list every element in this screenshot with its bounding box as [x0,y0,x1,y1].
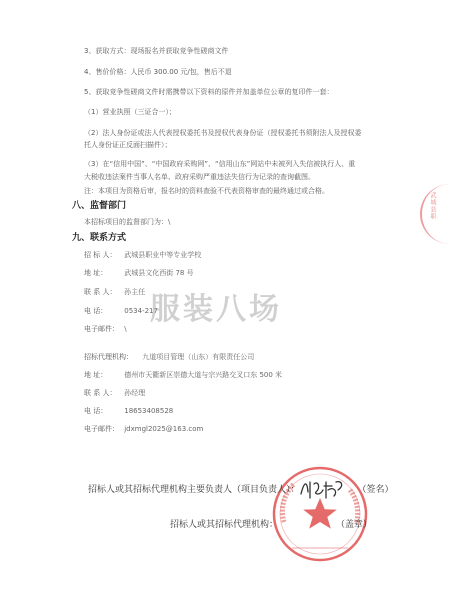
agency-phone-row [84,406,173,416]
agency-address-label: 地 址： [84,371,108,379]
agency-contact-label: 联 系 人： [84,389,117,397]
tenderer-contact-label: 联 系 人： [84,288,117,296]
agency-contact-row [84,388,145,398]
tenderer-name-row [84,250,201,260]
partial-seal-text: 武城县职 [429,192,436,220]
requirement-3-line-1: （3）在“信用中国”、“中国政府采购网”、“信用山东”网站中未被列入失信被执行人、重 [84,160,356,168]
note-text: 注：本项目为资格后审，报名时的资料查验不代表资格审查的最终通过或合格。 [84,187,329,195]
section-8-title: 八、监督部门 [72,201,127,211]
tenderer-address-label: 地 址： [84,269,108,277]
signature-line-2-suffix: （盖章） [336,520,373,530]
tenderer-email-row [84,324,127,334]
requirement-1: （1）营业执照（三证合一）； [84,108,176,116]
organization-seal-line [170,519,372,531]
responsible-person-signature-line [88,484,394,496]
tenderer-address: 武城县文化西街 78 号 [124,269,194,277]
tenderer-name: 武城县职业中等专业学校 [124,251,202,259]
tenderer-email: \ [124,325,127,333]
tenderer-email-label: 电子邮件： [84,325,119,333]
agency-email: jdxmgl2025@163.com [124,425,204,433]
agency-contact: 孙经理 [124,389,146,397]
agency-name-row [84,352,254,362]
tenderer-phone: 0534-217 [124,307,158,315]
tenderer-contact-row [84,287,145,297]
tenderer-name-label: 招 标 人： [84,251,117,259]
body-item-3: 3、获取方式：现场报名并获取竞争性磋商文件 [84,47,229,55]
section-9-title: 九、联系方式 [72,233,127,243]
section-8-text: 本招标项目的监督部门为：\ [84,218,171,226]
tenderer-address-row [84,268,194,278]
agency-email-row [84,424,203,434]
agency-phone: 18653408528 [124,407,174,415]
tenderer-contact: 孙主任 [124,288,146,296]
signature-line-1-suffix: （签名） [357,485,394,495]
signature-line-1-label: 招标人或其招标代理机构主要负责人（项目负责人）： [88,485,300,495]
agency-phone-label: 电 话： [84,407,108,415]
body-item-4: 4、售价价格：人民币 300.00 元/包，售后不退 [84,68,232,76]
tenderer-phone-label: 电 话： [84,307,108,315]
agency-address: 德州市天衢新区崇德大道与宗兴路交叉口东 500 米 [124,371,283,379]
watermark: 服装八场 [150,292,282,327]
agency-name: 九道项目管理（山东）有限责任公司 [142,353,255,361]
agency-address-row [84,370,282,380]
agency-email-label: 电子邮件： [84,425,119,433]
agency-name-label: 招标代理机构： [84,353,133,361]
tenderer-phone-row [84,306,158,316]
signature-line-2-label: 招标人或其招标代理机构： [170,520,279,530]
requirement-2-line-1: （2）法人身份证或法人代表授权委托书及授权代表身份证（授权委托书须附法人及授权委 [84,129,362,137]
requirement-2-line-2: 托人身份证正反面扫描件）； [84,141,172,149]
body-item-5: 5、获取竞争性磋商文件时需携带以下资料的原件并加盖单位公章的复印件一套： [84,88,334,96]
partial-seal-stamp [420,184,450,244]
requirement-3-line-2: 大税收违法案件当事人名单、政府采购严重违法失信行为记录的查询截图。 [84,173,315,181]
